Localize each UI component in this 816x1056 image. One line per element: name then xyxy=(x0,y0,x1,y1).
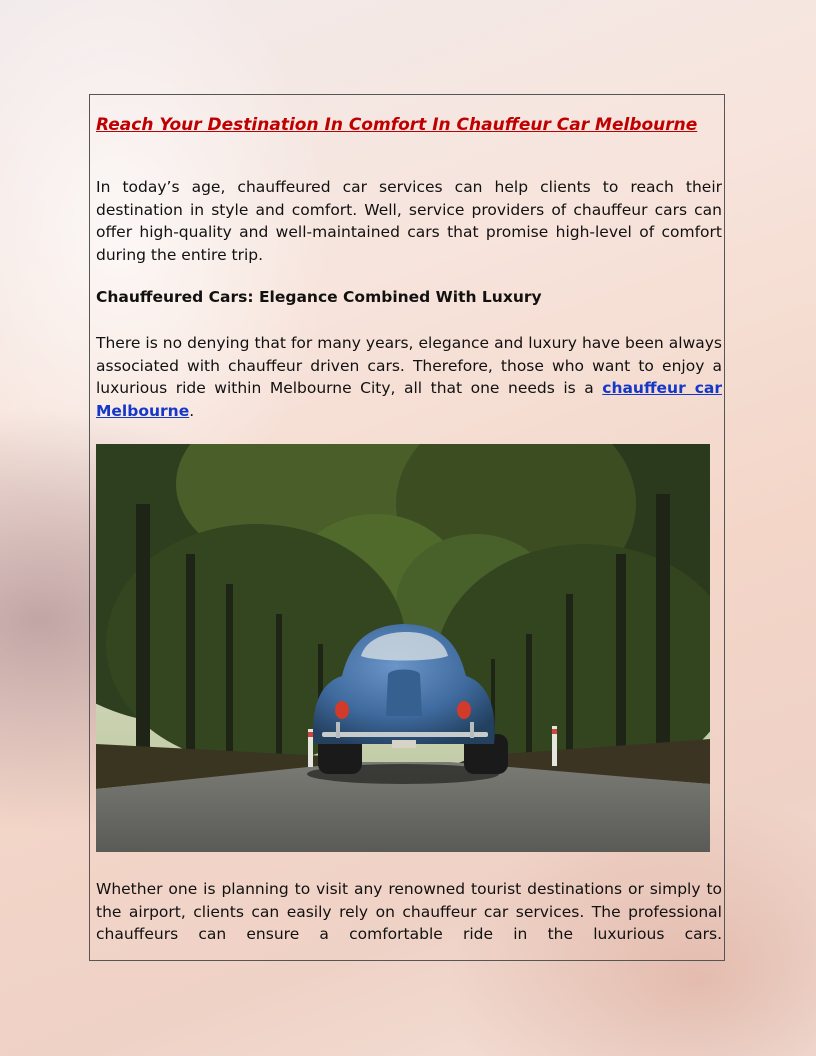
section-body-end: . xyxy=(189,401,195,420)
intro-paragraph: In today’s age, chauffeured car services can help clients to reach their destination in style and comfort. Well, service providers of chauffeur cars can offer high-quality and well-maintained cars that promise high-level of comfort during the entire trip. xyxy=(96,178,722,264)
article-title[interactable]: Reach Your Destination In Comfort In Chauffeur Car Melbourne xyxy=(96,115,698,135)
section-paragraph xyxy=(96,332,722,422)
car-photo xyxy=(96,444,710,852)
section-heading: Chauffeured Cars: Elegance Combined With Luxury xyxy=(96,288,542,306)
closing-paragraph: Whether one is planning to visit any renowned tourist destinations or simply to the airport, clients can easily rely on chauffeur car services. The professional chauffeurs can ensure a comfortable ride in the luxurious cars. xyxy=(96,880,722,943)
section-body-text: There is no denying that for many years, elegance and luxury have been always associated with chauffeur driven cars. Therefore, those who want to enjoy a luxurious ride within Melbourne City, all that one needs is a xyxy=(96,334,722,397)
chauffeur-car-link[interactable]: chauffeur car Melbourne xyxy=(96,379,722,420)
